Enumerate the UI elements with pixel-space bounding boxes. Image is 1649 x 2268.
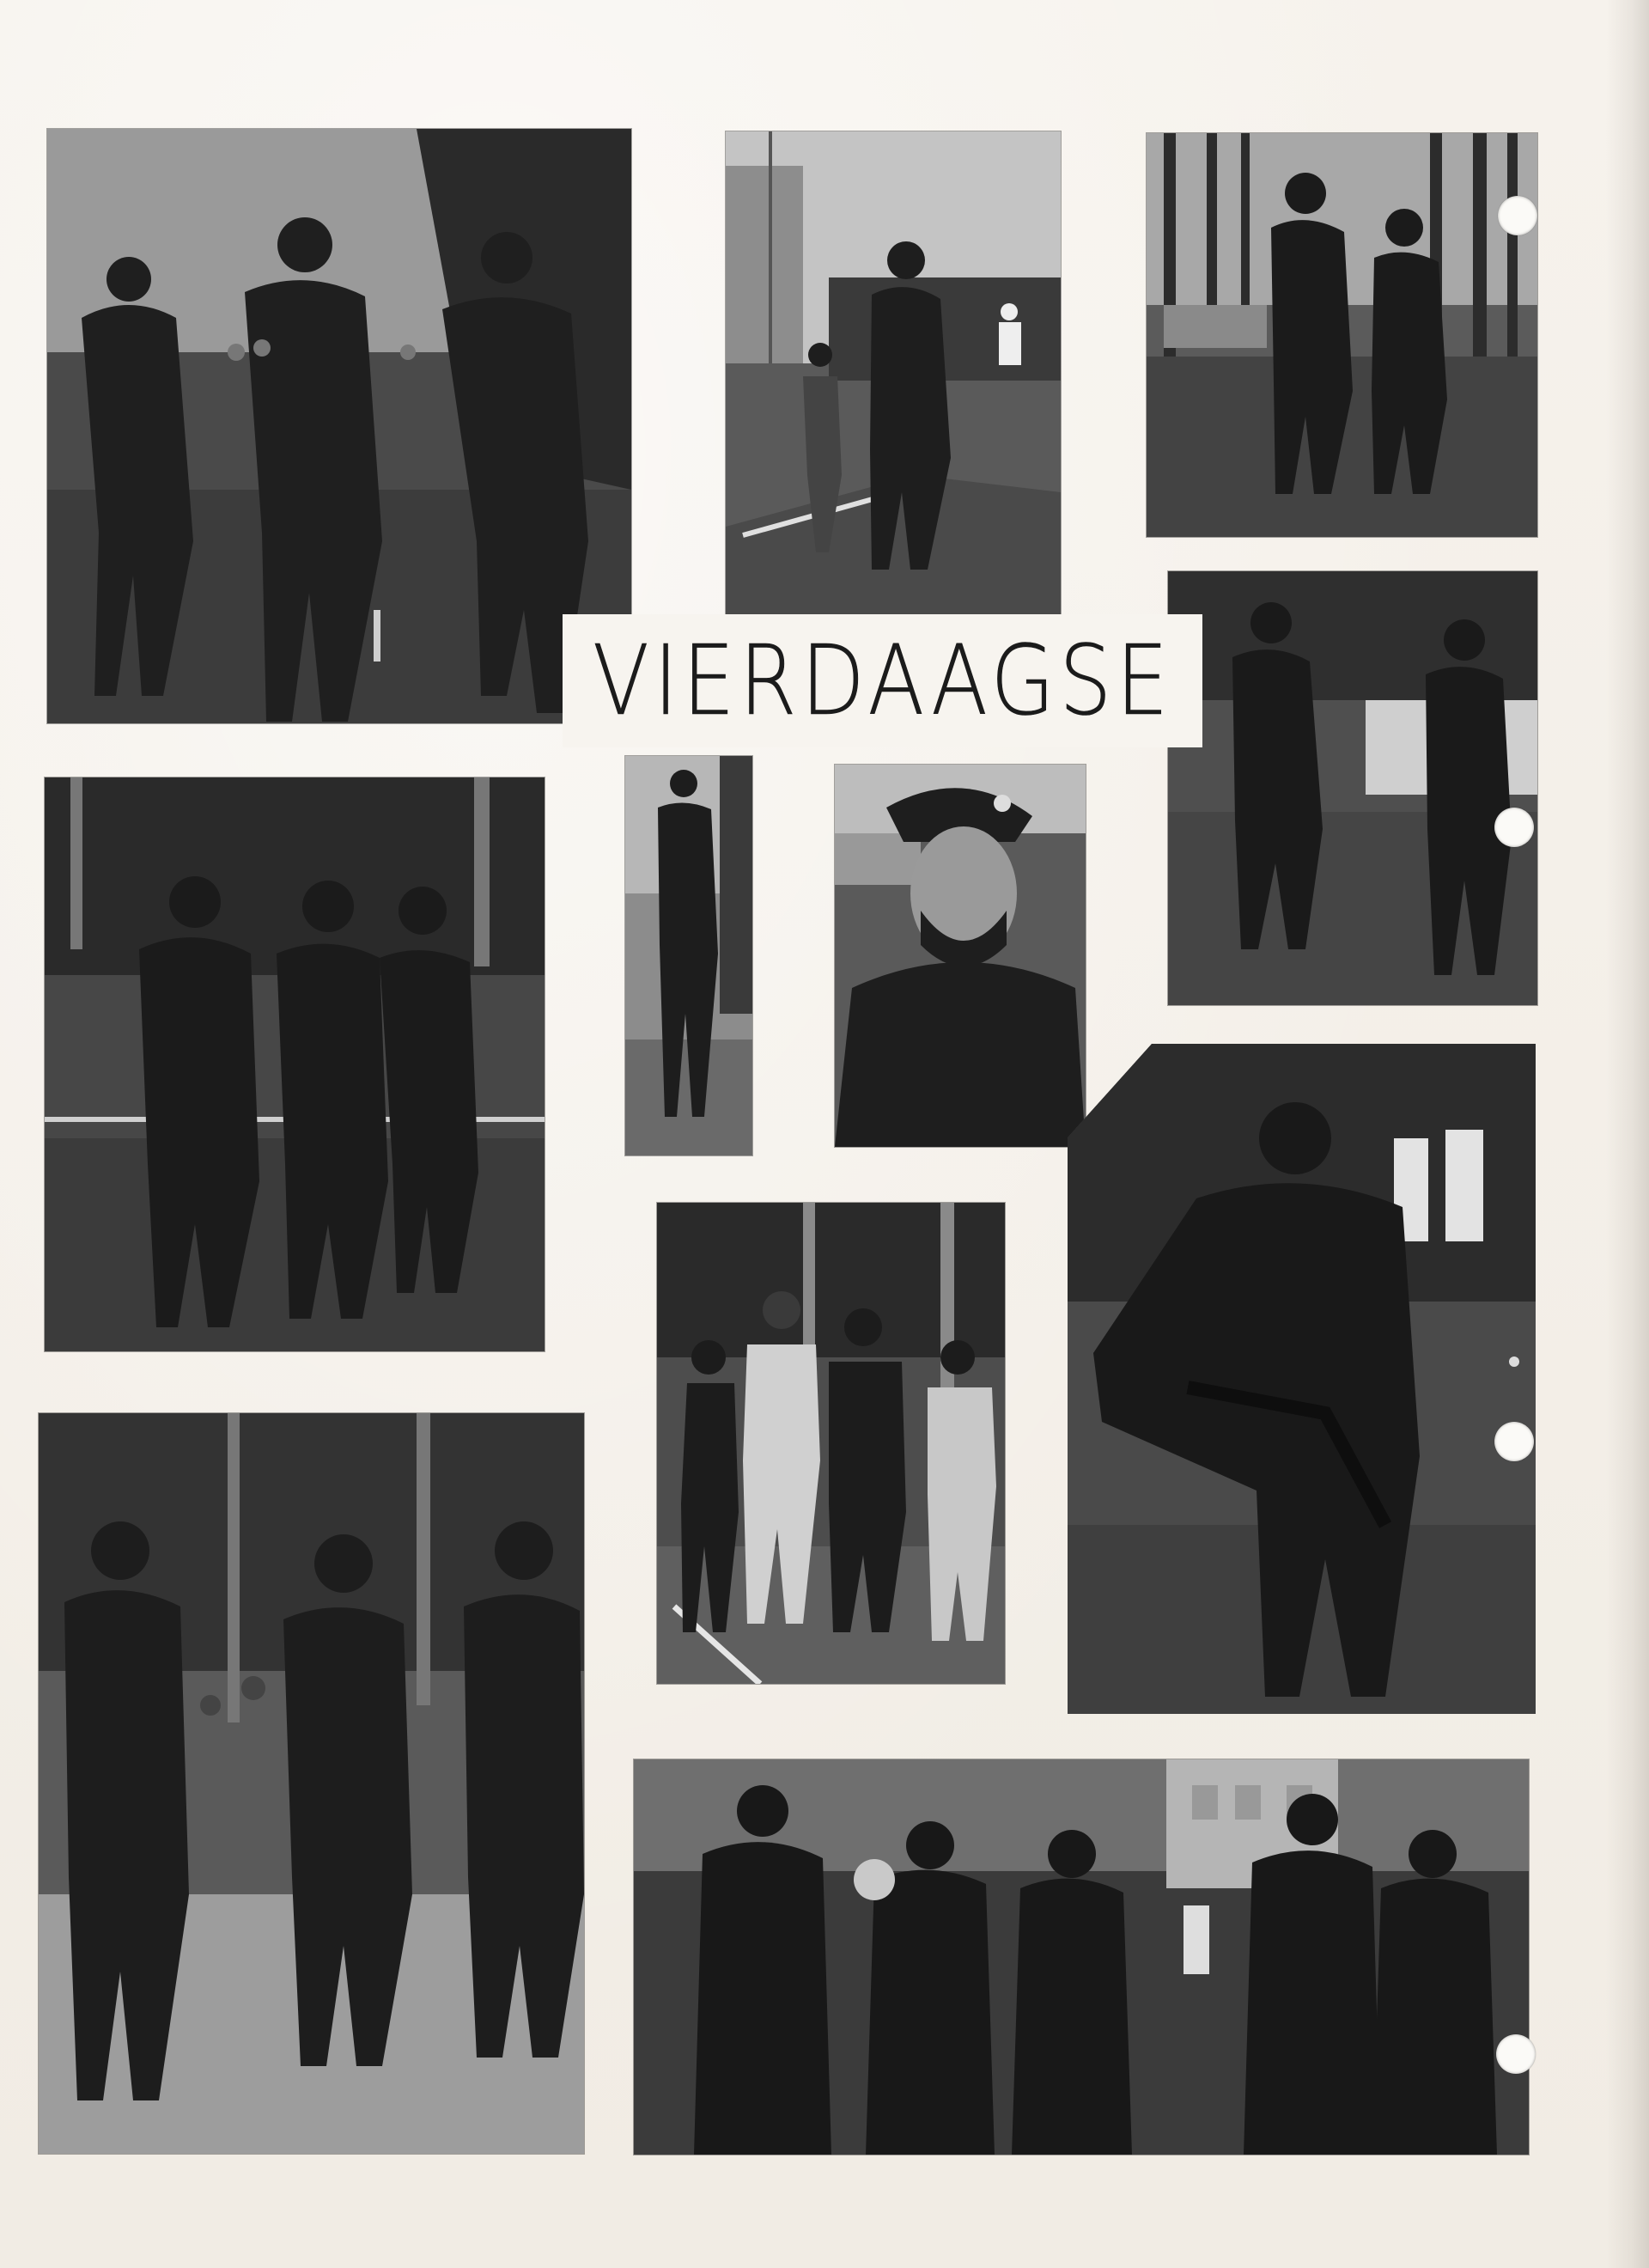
punch-hole-1 xyxy=(1498,196,1537,235)
photo-street-walkers xyxy=(726,131,1061,621)
photo-two-soldiers-walking xyxy=(1168,571,1537,1005)
punch-hole-2 xyxy=(1494,808,1534,847)
photo-soldiers-marching-three xyxy=(47,129,631,723)
photo-three-soldiers-road xyxy=(45,777,545,1351)
photo-soldiers-marching-column xyxy=(39,1413,584,2154)
page-title: VIERDAAGSE xyxy=(592,625,1173,737)
punch-hole-4 xyxy=(1496,2034,1536,2074)
page-title-box xyxy=(563,614,1202,747)
photo-single-soldier-standing xyxy=(625,756,752,1155)
page-edge-shadow xyxy=(1606,0,1649,2268)
photo-group-walkers-street xyxy=(657,1203,1005,1684)
photo-bearded-soldier-portrait xyxy=(835,765,1086,1147)
punch-hole-3 xyxy=(1494,1422,1534,1461)
photo-soldier-with-rifle xyxy=(1068,1044,1536,1714)
photo-two-walkers-trees xyxy=(1147,133,1537,537)
photo-soldiers-group-houses xyxy=(634,1759,1529,2155)
